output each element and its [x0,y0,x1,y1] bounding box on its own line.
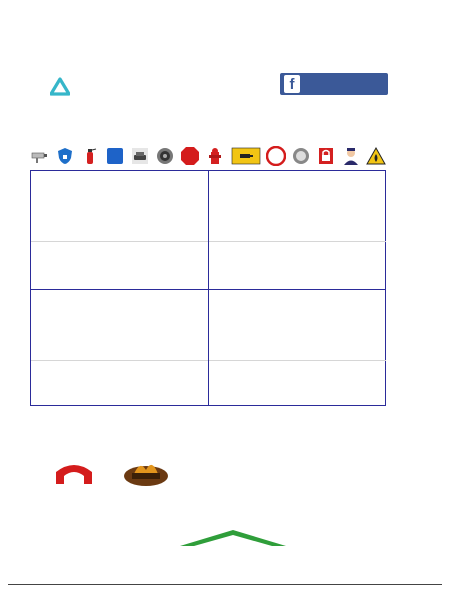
grespro-flame-icon [122,458,170,488]
footer-divider [8,584,442,585]
facebook-icon: f [284,75,300,93]
stop-sign-icon [180,146,200,166]
section-prevencion [209,290,386,406]
apia-triangle-icon [50,77,70,97]
padlock-icon [316,146,336,166]
parking-icon [105,146,125,166]
grespro-logo[interactable] [122,458,170,494]
cctv-camera-icon [30,146,50,166]
fire-warning-icon [366,146,386,166]
speed-limit-30-icon [266,146,286,166]
apia-logo [50,75,130,99]
fire-extinguisher-icon [80,146,100,166]
car-icon [130,146,150,166]
spotlight-icon [291,146,311,166]
grupo-tapia-logo[interactable] [48,462,100,494]
bulletin-grid [30,170,386,406]
fire-hydrant-icon [205,146,225,166]
safe-dial-icon [155,146,175,166]
police-officer-icon [341,146,361,166]
icon-strip-top [30,143,386,169]
tapia-arch-icon [48,462,100,486]
icon-strip-bottom [30,410,386,436]
section-emergencias [31,290,208,406]
section-vigilancia [209,171,386,289]
section-seguridad-vial [31,171,208,289]
video-surveillance-sign-icon [231,146,261,166]
shield-lock-icon [55,146,75,166]
facebook-follow-button[interactable] [280,73,388,95]
asebape-logo[interactable] [170,528,296,576]
asebape-roof-icon [170,528,296,548]
